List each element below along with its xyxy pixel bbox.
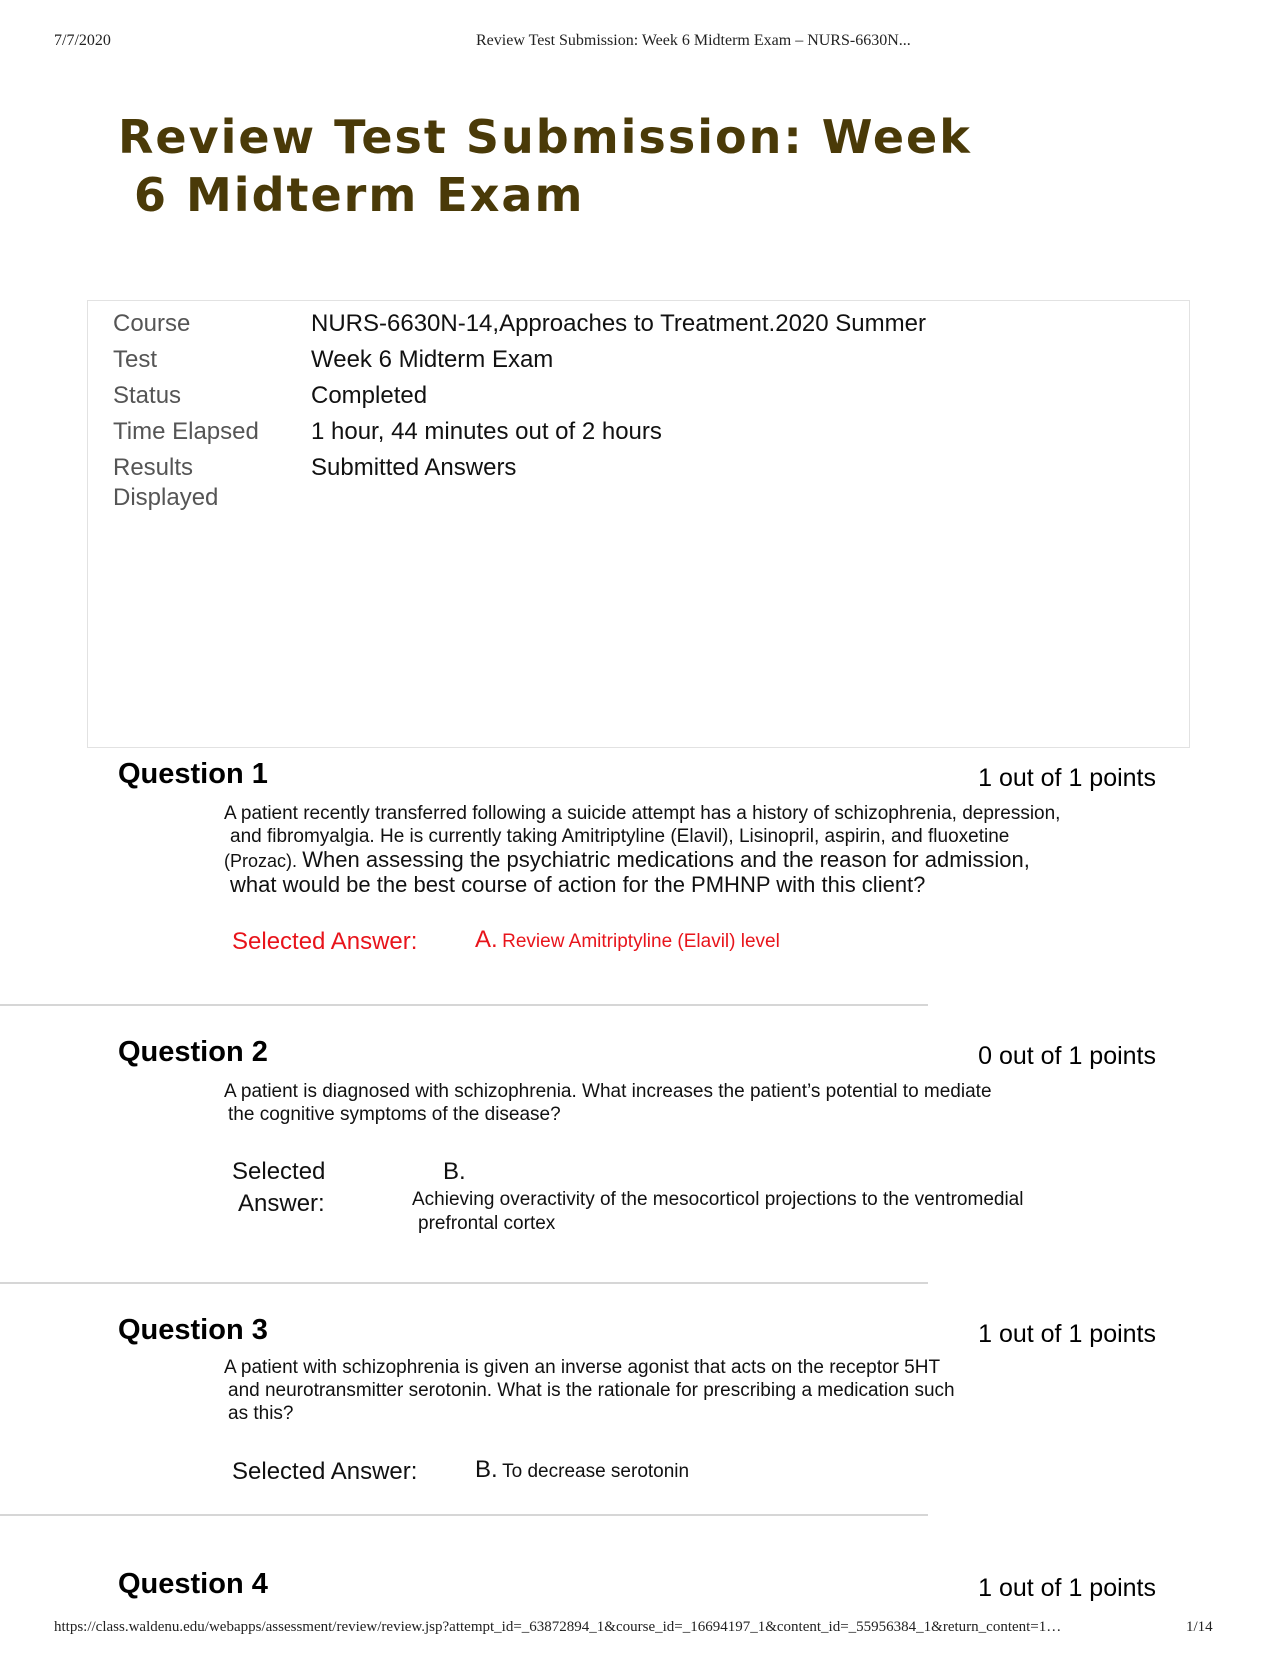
page-title-line2: 6 Midterm Exam	[134, 168, 585, 222]
results-displayed-value: Submitted Answers	[311, 454, 517, 481]
course-label: Course	[113, 310, 191, 337]
question-2-selected-label: Selected Answer:	[232, 1158, 326, 1217]
question-3-selected-answer: B. To decrease serotonin	[475, 1456, 690, 1483]
question-3-points: 1 out of 1 points	[978, 1320, 1156, 1348]
question-1-selected-answer: A. Review Amitriptyline (Elavil) level	[475, 926, 780, 953]
question-2-text: A patient is diagnosed with schizophrenia. What increases the patient’s potential to mediate the cognitive symptoms of the disease?	[224, 1081, 992, 1125]
print-footer-page: 1/14	[1186, 1619, 1213, 1635]
print-footer-url: https://class.waldenu.edu/webapps/assessment/review/review.jsp?attempt_id=_63872894_1&course_id=_16694197_1&content_id=_55956384_1&return_content=1…	[54, 1619, 1062, 1635]
print-date: 7/7/2020	[54, 32, 111, 49]
question-divider	[0, 1004, 928, 1006]
question-divider	[0, 1282, 928, 1284]
question-1-points: 1 out of 1 points	[978, 764, 1156, 792]
question-2-selected-answer: Achieving overactivity of the mesocorticol projections to the ventromedial prefrontal cortex	[412, 1189, 1024, 1234]
test-value: Week 6 Midterm Exam	[311, 346, 554, 373]
question-3-selected-label: Selected Answer:	[232, 1458, 418, 1485]
time-elapsed-value: 1 hour, 44 minutes out of 2 hours	[311, 418, 662, 445]
status-value: Completed	[311, 382, 428, 409]
question-4-points: 1 out of 1 points	[978, 1574, 1156, 1602]
question-3-title: Question 3	[118, 1314, 268, 1346]
submission-details	[87, 300, 1190, 748]
page-title	[118, 108, 1098, 224]
results-displayed-label: Results Displayed	[113, 454, 219, 511]
test-label: Test	[113, 346, 158, 373]
question-4-title: Question 4	[118, 1568, 268, 1600]
status-label: Status	[113, 382, 182, 409]
question-2-answer-letter: B.	[443, 1158, 466, 1185]
page-title-line1: Review Test Submission: Week	[118, 110, 972, 164]
question-divider	[0, 1514, 928, 1516]
question-1-text: A patient recently transferred following a suicide attempt has a history of schizophrenia, depression, and fibromyalgia. He is currently taking Amitriptyline (Elavil), Lisinopril, aspirin, and fluoxetine (Prozac). When assessing the psychiatric medications and the reason for admission, what would be the best course of action for the PMHNP with this client?	[224, 803, 1061, 897]
question-2-points: 0 out of 1 points	[978, 1042, 1156, 1070]
print-page-title: Review Test Submission: Week 6 Midterm Exam – NURS-6630N...	[476, 32, 911, 49]
question-1-selected-label: Selected Answer:	[232, 928, 418, 955]
question-2-title: Question 2	[118, 1036, 268, 1068]
time-elapsed-label: Time Elapsed	[113, 418, 259, 445]
question-3-text: A patient with schizophrenia is given an inverse agonist that acts on the receptor 5HT and neurotransmitter serotonin. What is the rationale for prescribing a medication such as this?	[224, 1357, 955, 1424]
question-1-title: Question 1	[118, 758, 268, 790]
course-value: NURS-6630N-14,Approaches to Treatment.2020 Summer	[311, 310, 926, 337]
